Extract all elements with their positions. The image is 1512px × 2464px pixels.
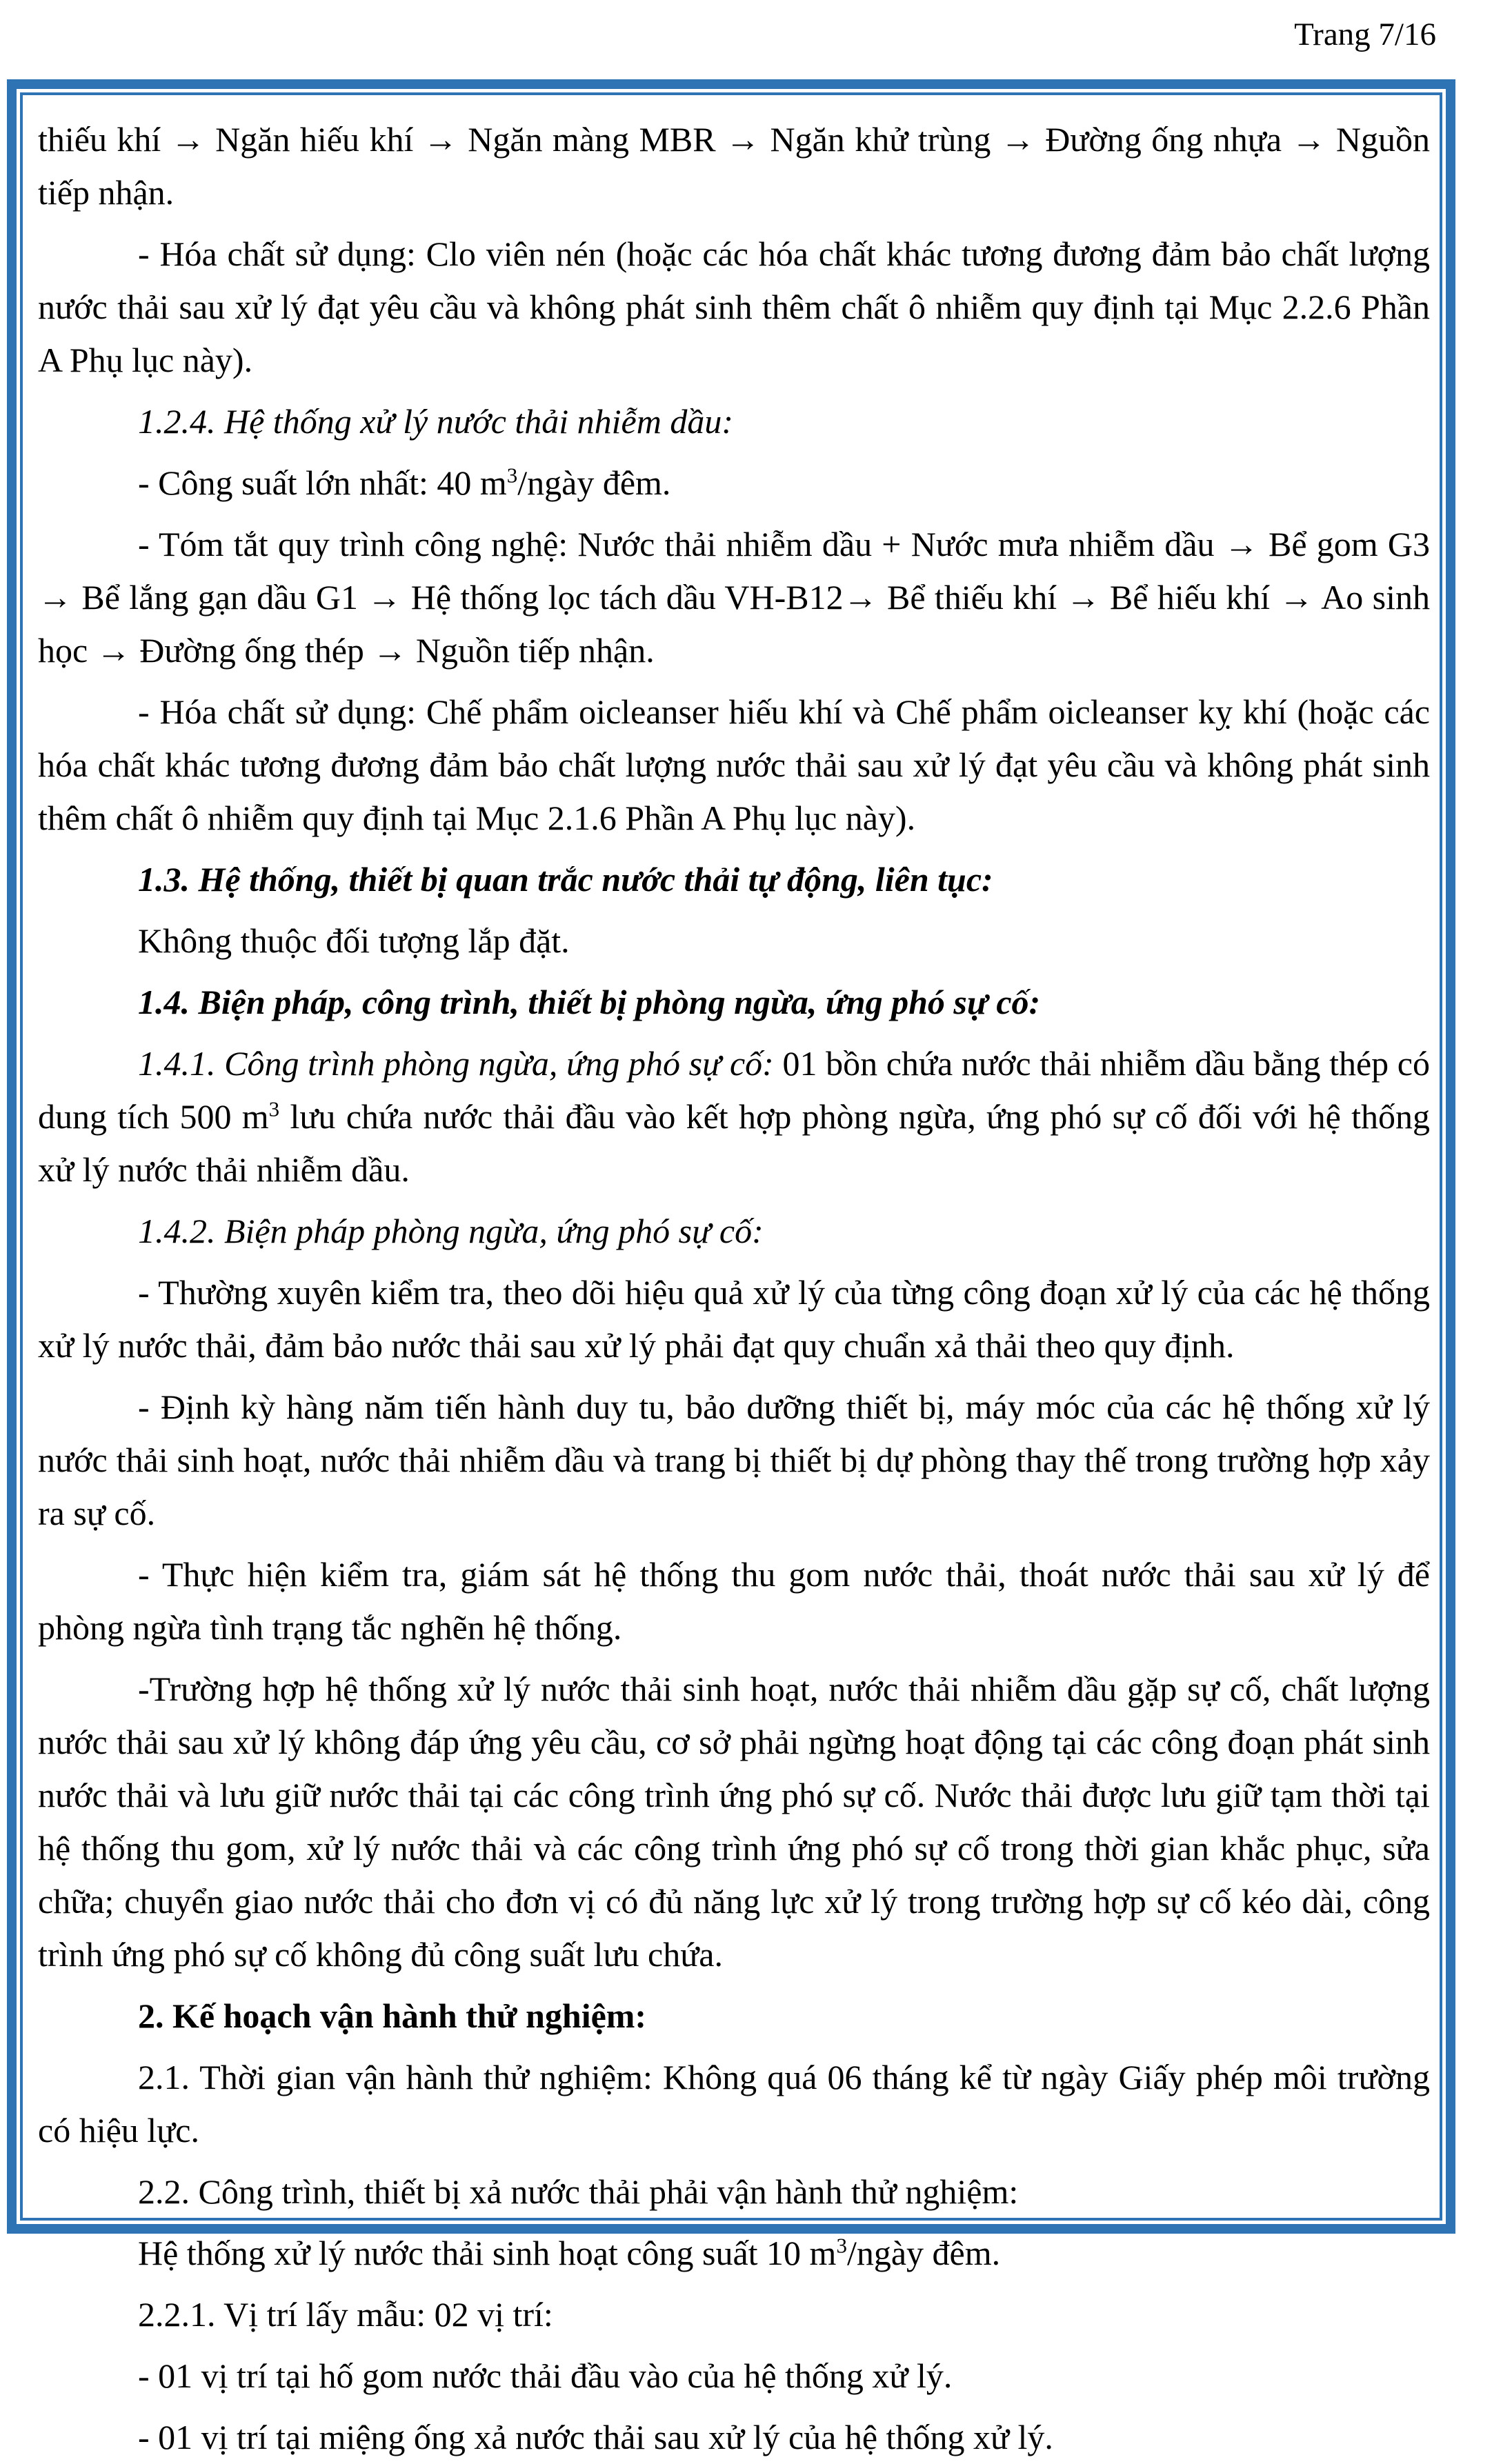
paragraph — [38, 395, 1430, 448]
superscript: 3 — [268, 1096, 280, 1121]
text-segment: 2.2.1. Vị trí lấy mẫu: 02 vị trí: — [138, 2295, 553, 2334]
paragraph — [38, 2227, 1430, 2280]
text-segment: - Hóa chất sử dụng: Chế phẩm oicleanser hiếu khí và Chế phẩm oicleanser kỵ khí (hoặc các hóa chất khác tương đương đảm bảo chất lượng nước thải sau xử lý đạt yêu cầu và không phát sinh thêm chất ô nhiễm quy định tại Mục 2.1.6 Phần A Phụ lục này). — [38, 692, 1430, 837]
paragraph — [38, 685, 1430, 845]
text-segment: thiếu khí → Ngăn hiếu khí → Ngăn màng MBR → Ngăn khử trùng → Đường ống nhựa → Nguồn tiếp nhận. — [38, 120, 1430, 212]
paragraph — [38, 976, 1430, 1029]
paragraph — [38, 1381, 1430, 1540]
document-body — [38, 113, 1430, 2464]
text-segment: 1.3. Hệ thống, thiết bị quan trắc nước thải tự động, liên tục: — [138, 860, 993, 899]
text-segment: 2.2. Công trình, thiết bị xả nước thải phải vận hành thử nghiệm: — [138, 2172, 1019, 2211]
paragraph — [38, 113, 1430, 219]
text-segment: 2. Kế hoạch vận hành thử nghiệm: — [138, 1996, 647, 2035]
text-segment: - Hóa chất sử dụng: Clo viên nén (hoặc các hóa chất khác tương đương đảm bảo chất lượng nước thải sau xử lý đạt yêu cầu và không phát sinh thêm chất ô nhiễm quy định tại Mục 2.2.6 Phần A Phụ lục này). — [38, 234, 1430, 379]
paragraph — [38, 2350, 1430, 2403]
page-border-inner — [20, 92, 1442, 2456]
text-segment: - Tóm tắt quy trình công nghệ: Nước thải nhiễm dầu + Nước mưa nhiễm dầu → Bể gom G3 → Bể lắng gạn dầu G1 → Hệ thống lọc tách dầu VH-B12→ Bể thiếu khí → Bể hiếu khí → Ao sinh học → Đường ống thép → Nguồn tiếp nhận. — [38, 525, 1430, 670]
paragraph — [38, 2051, 1430, 2157]
text-segment: - 01 vị trí tại hố gom nước thải đầu vào của hệ thống xử lý. — [138, 2356, 953, 2395]
text-segment: /ngày đêm. — [846, 2234, 1001, 2272]
text-segment: 1.4. Biện pháp, công trình, thiết bị phòng ngừa, ứng phó sự cố: — [138, 983, 1041, 1021]
paragraph — [38, 2288, 1430, 2341]
paragraph — [38, 853, 1430, 906]
paragraph — [38, 228, 1430, 387]
text-segment: lưu chứa nước thải đầu vào kết hợp phòng ngừa, ứng phó sự cố đối với hệ thống xử lý nước thải nhiễm dầu. — [38, 1097, 1430, 1189]
paragraph — [38, 1548, 1430, 1654]
text-segment: - Thường xuyên kiểm tra, theo dõi hiệu quả xử lý của từng công đoạn xử lý của các hệ thống xử lý nước thải, đảm bảo nước thải sau xử lý phải đạt quy chuẩn xả thải theo quy định. — [38, 1273, 1430, 1365]
paragraph — [38, 457, 1430, 510]
text-segment: 01 bồn chứa nước thải nhiễm dầu bằng thép có dung tích 500 m — [38, 1044, 1430, 1136]
paragraph — [38, 1037, 1430, 1196]
paragraph — [38, 2411, 1430, 2464]
text-segment: 1.2.4. Hệ thống xử lý nước thải nhiễm dầu: — [138, 402, 734, 441]
text-segment: 2.1. Thời gian vận hành thử nghiệm: Không quá 06 tháng kể từ ngày Giấy phép môi trường có hiệu lực. — [38, 2058, 1430, 2150]
text-segment: - Định kỳ hàng năm tiến hành duy tu, bảo dưỡng thiết bị, máy móc của các hệ thống xử lý nước thải sinh hoạt, nước thải nhiễm dầu và trang bị thiết bị dự phòng thay thế trong trường hợp xảy ra sự cố. — [38, 1388, 1430, 1532]
text-segment: /ngày đêm. — [517, 463, 671, 502]
text-segment: - 01 vị trí tại miệng ống xả nước thải sau xử lý của hệ thống xử lý. — [138, 2418, 1053, 2456]
paragraph — [38, 1266, 1430, 1372]
paragraph — [38, 2165, 1430, 2218]
text-segment: Không thuộc đối tượng lắp đặt. — [138, 921, 570, 960]
paragraph — [38, 518, 1430, 677]
text-segment: -Trường hợp hệ thống xử lý nước thải sinh hoạt, nước thải nhiễm dầu gặp sự cố, chất lượng nước thải sau xử lý không đáp ứng yêu cầu, cơ sở phải ngừng hoạt động tại các công đoạn phát sinh nước thải và lưu giữ nước thải tại các công trình ứng phó sự cố. Nước thải được lưu giữ tạm thời tại hệ thống thu gom, xử lý nước thải và các công trình ứng phó sự cố trong thời gian khắc phục, sửa chữa; chuyển giao nước thải cho đơn vị có đủ năng lực xử lý trong trường hợp sự cố kéo dài, công trình ứng phó sự cố không đủ công suất lưu chứa. — [38, 1670, 1430, 1974]
paragraph — [38, 914, 1430, 968]
page-border — [7, 79, 1455, 2456]
paragraph — [38, 1205, 1430, 1258]
text-segment: Hệ thống xử lý nước thải sinh hoạt công suất 10 m — [138, 2234, 837, 2272]
text-segment: - Công suất lớn nhất: 40 m — [138, 463, 507, 502]
text-segment: 1.4.2. Biện pháp phòng ngừa, ứng phó sự cố: — [138, 1212, 764, 1250]
text-segment: - Thực hiện kiểm tra, giám sát hệ thống thu gom nước thải, thoát nước thải sau xử lý để phòng ngừa tình trạng tắc nghẽn hệ thống. — [38, 1555, 1430, 1647]
paragraph — [38, 1663, 1430, 1981]
page-number: Trang 7/16 — [1294, 17, 1436, 52]
superscript: 3 — [836, 2233, 847, 2258]
superscript: 3 — [506, 463, 518, 488]
paragraph — [38, 1990, 1430, 2043]
text-segment: 1.4.1. Công trình phòng ngừa, ứng phó sự cố: — [138, 1044, 783, 1083]
